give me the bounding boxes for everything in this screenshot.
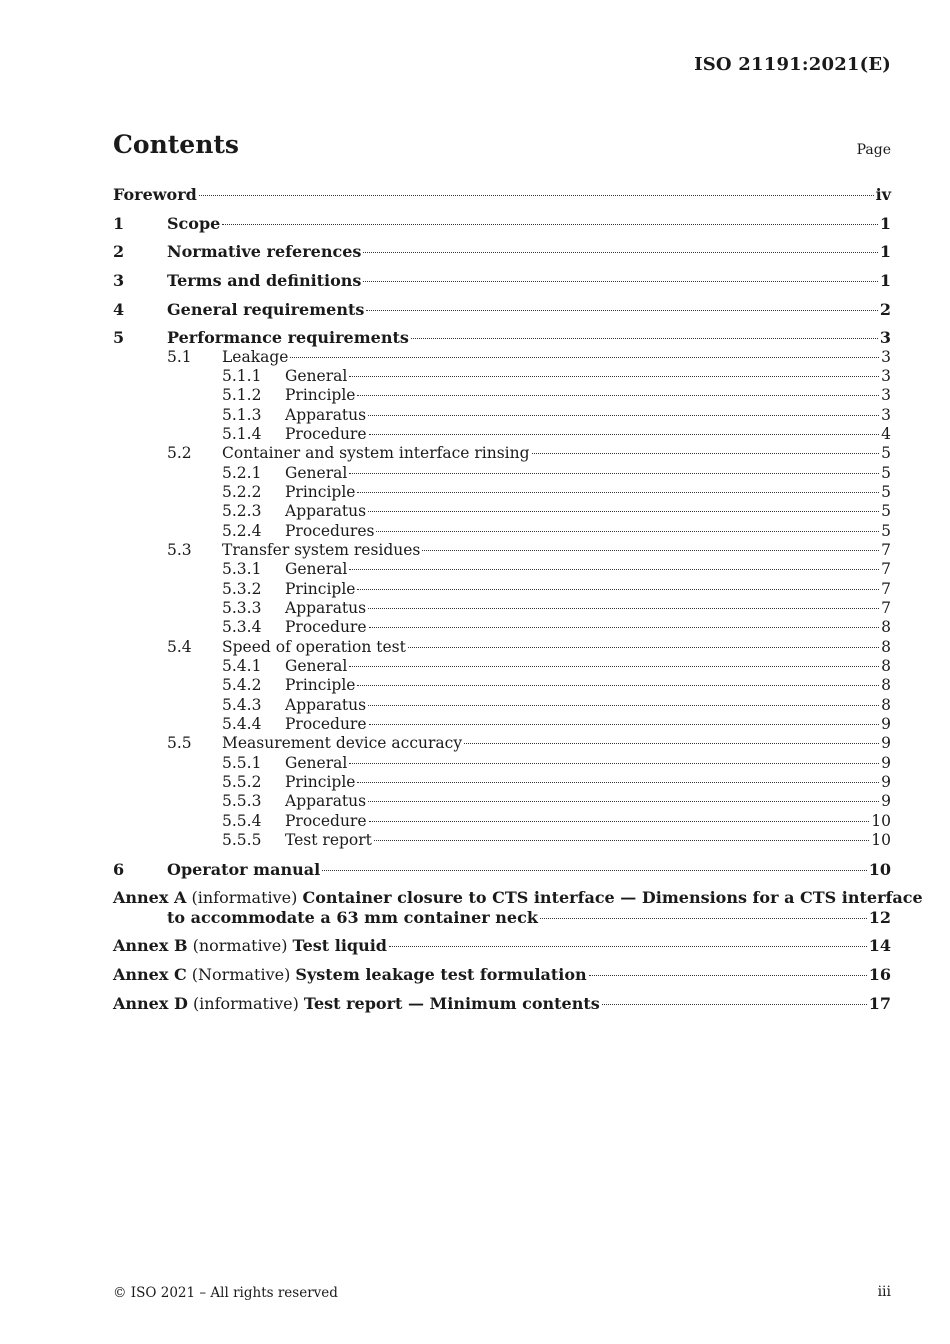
toc-entry[interactable] [113, 599, 891, 618]
toc-entry[interactable] [113, 754, 891, 773]
dot-leader [349, 763, 879, 764]
annex-title: Test report — Minimum contents [303, 993, 600, 1013]
toc-entry-number: 5.4.3 [222, 695, 262, 714]
toc-entry[interactable] [113, 522, 891, 541]
toc-entry-number: 5.4.4 [222, 715, 262, 734]
dot-leader [366, 310, 878, 311]
toc-entry-number: 2 [113, 242, 125, 262]
toc-entry-title: Procedure [285, 618, 367, 637]
toc-entry[interactable] [113, 812, 891, 831]
dot-leader [532, 453, 880, 454]
toc-entry-title: Transfer system residues [222, 540, 421, 559]
toc-entry-title: Principle [285, 579, 356, 598]
toc-entry-title: Principle [285, 676, 356, 695]
toc-entry-page: 9 [881, 773, 891, 792]
toc-annex-b[interactable] [113, 936, 891, 955]
toc-entry-page: 7 [881, 560, 891, 579]
toc-entry-number: 5.2.2 [222, 482, 262, 501]
toc-entry-page: 5 [881, 482, 891, 501]
toc-entry-page: 8 [881, 637, 891, 656]
toc-entry[interactable] [113, 444, 891, 463]
toc-annex-d[interactable] [113, 994, 891, 1013]
toc-entry-number: 5.2 [167, 444, 192, 463]
toc-entry-page: 7 [881, 579, 891, 598]
annex-type: (informative) [191, 888, 298, 908]
toc-entry[interactable] [113, 580, 891, 599]
toc-entry[interactable] [113, 560, 891, 579]
toc-entry[interactable] [113, 676, 891, 695]
toc-entry-title: Scope [167, 213, 221, 233]
dot-leader [369, 434, 880, 435]
toc-entry-page: 8 [881, 657, 891, 676]
toc-entry-page: 8 [881, 676, 891, 695]
toc-entry-number: 5.5.1 [222, 753, 262, 772]
toc-entry-number: 5.4 [167, 637, 192, 656]
toc-entry[interactable] [113, 214, 891, 233]
toc-entry[interactable] [113, 386, 891, 405]
toc-entry[interactable] [113, 831, 891, 850]
toc-entry[interactable] [113, 348, 891, 367]
toc-entry-page: 5 [881, 463, 891, 482]
annex-page: 12 [868, 907, 891, 927]
dot-leader [357, 685, 879, 686]
toc-entry[interactable] [113, 734, 891, 753]
toc-entry[interactable] [113, 185, 891, 204]
toc-entry-page: 7 [881, 599, 891, 618]
dot-leader [368, 801, 879, 802]
toc-entry[interactable] [113, 483, 891, 502]
toc-entry-page: 9 [881, 753, 891, 772]
toc-entry-title: General [285, 366, 348, 385]
dot-leader [349, 569, 879, 570]
dot-leader [589, 975, 867, 976]
toc-entry-number: 5 [113, 328, 125, 348]
toc-entry[interactable] [113, 425, 891, 444]
toc-entry-title: Principle [285, 386, 356, 405]
dot-leader [389, 946, 867, 947]
toc-entries [113, 185, 891, 879]
toc-entry-number: 3 [113, 270, 125, 290]
annex-label: Annex D [113, 993, 188, 1013]
dot-leader [368, 608, 879, 609]
toc-entry-number: 5.3.1 [222, 560, 262, 579]
toc-entry[interactable] [113, 860, 891, 879]
toc-entry-number: 5.1.3 [222, 405, 262, 424]
dot-leader [408, 647, 879, 648]
annex-title-line1: Container closure to CTS interface — Dimensions for a CTS interface [302, 888, 923, 908]
toc-entry[interactable] [113, 367, 891, 386]
annex-title: Test liquid [292, 936, 387, 956]
toc-entry-title: Apparatus [285, 599, 367, 618]
toc-entry-page: iv [875, 185, 891, 204]
annex-title-line2: to accommodate a 63 mm container neck [167, 907, 538, 927]
toc-entry-title: General [285, 560, 348, 579]
toc-entry-page: 10 [868, 859, 891, 879]
toc-entry[interactable] [113, 792, 891, 811]
toc-entry-number: 5.5.2 [222, 773, 262, 792]
toc-entry[interactable] [113, 300, 891, 319]
toc-entry[interactable] [113, 502, 891, 521]
toc-entry-number: 5.5.5 [222, 831, 262, 850]
toc-entry-title: Normative references [167, 242, 362, 262]
annex-type: (informative) [192, 993, 299, 1013]
toc-entry-title: General [285, 463, 348, 482]
toc-entry-number: 5.3.4 [222, 618, 262, 637]
toc-entry-number: 5.3.3 [222, 599, 262, 618]
toc-entry[interactable] [113, 242, 891, 261]
toc-entry-number: 5.2.1 [222, 463, 262, 482]
toc-entry-page: 3 [881, 366, 891, 385]
dot-leader [369, 627, 880, 628]
toc-entry-page: 10 [871, 811, 891, 830]
toc-entry-number: 4 [113, 299, 125, 319]
dot-leader [199, 195, 874, 196]
toc-entry-page: 2 [879, 299, 891, 319]
dot-leader [349, 473, 879, 474]
dot-leader [363, 252, 877, 253]
toc-entry-title: Speed of operation test [222, 637, 406, 656]
toc-entry-title: Principle [285, 482, 356, 501]
dot-leader [411, 338, 878, 339]
toc-entry-title: Measurement device accuracy [222, 734, 463, 753]
document-id: ISO 21191:2021(E) [694, 54, 891, 75]
toc-entry-title: Apparatus [285, 792, 367, 811]
toc-entry-title: Apparatus [285, 405, 367, 424]
toc-entry-page: 8 [881, 618, 891, 637]
toc-entry-title: Procedure [285, 715, 367, 734]
toc-entry-title: Apparatus [285, 695, 367, 714]
toc-entry-title: Container and system interface rinsing [222, 444, 530, 463]
toc-entry-number: 6 [113, 859, 125, 879]
toc-entry-number: 5.4.1 [222, 657, 262, 676]
toc-entry[interactable] [113, 328, 891, 347]
toc-entry-number: 1 [113, 213, 125, 233]
table-of-contents [113, 185, 923, 1013]
dot-leader [464, 743, 879, 744]
dot-leader [357, 589, 879, 590]
page-number: iii [877, 1284, 891, 1300]
contents-title: Contents [113, 130, 240, 159]
toc-entry-page: 3 [879, 328, 891, 348]
toc-entry-page: 9 [881, 715, 891, 734]
dot-leader [363, 281, 877, 282]
toc-entry-page: 10 [871, 831, 891, 850]
toc-entry-number: 5.1 [167, 347, 192, 366]
annex-page: 16 [868, 965, 891, 985]
dot-leader [369, 821, 870, 822]
toc-entry-title: General [285, 657, 348, 676]
toc-entry-page: 1 [879, 270, 891, 290]
toc-entry-page: 9 [881, 734, 891, 753]
dot-leader [290, 357, 879, 358]
toc-entry-title: Operator manual [167, 859, 321, 879]
toc-entry-page: 5 [881, 521, 891, 540]
annex-label: Annex B [113, 936, 188, 956]
toc-entry-title: Test report [285, 831, 372, 850]
annex-label: Annex C [113, 965, 187, 985]
dot-leader [374, 840, 869, 841]
toc-entry-title: Procedure [285, 811, 367, 830]
toc-entry-page: 5 [881, 502, 891, 521]
dot-leader [602, 1004, 867, 1005]
dot-leader [222, 224, 878, 225]
toc-entry[interactable] [113, 638, 891, 657]
toc-entry-title: Principle [285, 773, 356, 792]
toc-entry-number: 5.5.3 [222, 792, 262, 811]
toc-entry-title: Terms and definitions [167, 270, 362, 290]
toc-entry-number: 5.2.4 [222, 521, 262, 540]
toc-entry-page: 7 [881, 540, 891, 559]
dot-leader [349, 376, 879, 377]
toc-entry-title: General [285, 753, 348, 772]
dot-leader [368, 415, 879, 416]
toc-entry-page: 1 [879, 213, 891, 233]
dot-leader [368, 705, 879, 706]
toc-entry-number: 5.5.4 [222, 811, 262, 830]
dot-leader [357, 782, 879, 783]
toc-entry[interactable] [113, 541, 891, 560]
toc-entry-number: 5.3 [167, 540, 192, 559]
toc-entry-title: Foreword [113, 185, 197, 204]
dot-leader [357, 492, 879, 493]
dot-leader [368, 511, 879, 512]
toc-entry-page: 8 [881, 695, 891, 714]
toc-entry-title: Apparatus [285, 502, 367, 521]
toc-entry[interactable] [113, 657, 891, 676]
toc-entry-title: Leakage [222, 347, 289, 366]
toc-entry-title: General requirements [167, 299, 365, 319]
annex-page: 17 [868, 993, 891, 1013]
dot-leader [376, 531, 879, 532]
toc-entry[interactable] [113, 271, 891, 290]
toc-entry-title: Performance requirements [167, 328, 409, 348]
toc-entry[interactable] [113, 464, 891, 483]
annex-page: 14 [868, 936, 891, 956]
toc-entry[interactable] [113, 618, 891, 637]
dot-leader [369, 724, 880, 725]
toc-entry-title: Procedure [285, 424, 367, 443]
dot-leader [322, 870, 867, 871]
dot-leader [357, 395, 879, 396]
toc-annex-a[interactable] [113, 888, 923, 927]
toc-entry-number: 5.5 [167, 734, 192, 753]
page-column-label: Page [856, 142, 891, 158]
toc-entry[interactable] [113, 696, 891, 715]
toc-entry-page: 1 [879, 242, 891, 262]
toc-entry[interactable] [113, 773, 891, 792]
toc-entry-number: 5.4.2 [222, 676, 262, 695]
annex-type: (Normative) [191, 965, 291, 985]
toc-entry[interactable] [113, 406, 891, 425]
toc-entry-page: 5 [881, 444, 891, 463]
toc-entry-page: 3 [881, 347, 891, 366]
toc-entry[interactable] [113, 715, 891, 734]
toc-entry-number: 5.1.4 [222, 424, 262, 443]
toc-entry-title: Procedures [285, 521, 375, 540]
toc-entry-number: 5.1.1 [222, 366, 262, 385]
copyright-notice: © ISO 2021 – All rights reserved [113, 1285, 338, 1301]
dot-leader [540, 918, 867, 919]
toc-entry-number: 5.2.3 [222, 502, 262, 521]
toc-entry-number: 5.1.2 [222, 386, 262, 405]
toc-annex-c[interactable] [113, 965, 891, 984]
dot-leader [349, 666, 879, 667]
annex-label: Annex A [113, 888, 187, 908]
toc-entry-page: 3 [881, 405, 891, 424]
toc-entry-page: 9 [881, 792, 891, 811]
dot-leader [422, 550, 879, 551]
annex-type: (normative) [192, 936, 288, 956]
toc-entry-page: 3 [881, 386, 891, 405]
toc-entry-number: 5.3.2 [222, 579, 262, 598]
annex-title: System leakage test formulation [295, 965, 587, 985]
toc-entry-page: 4 [881, 424, 891, 443]
